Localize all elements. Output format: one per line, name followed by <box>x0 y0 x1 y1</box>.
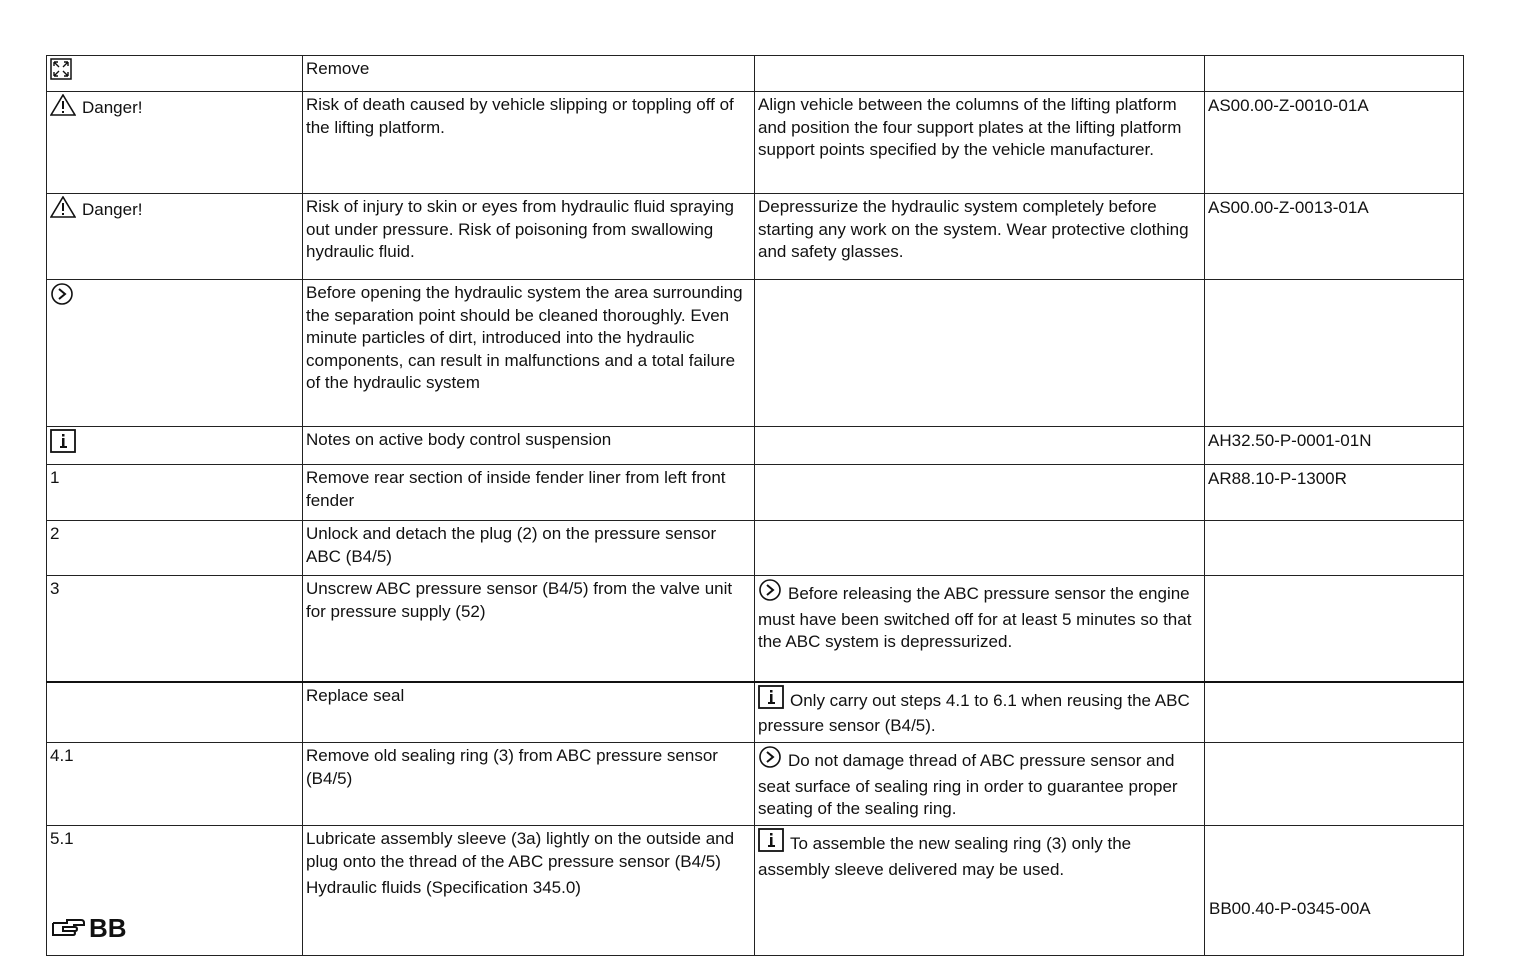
step-number: 1 <box>47 465 303 521</box>
fluid-spec-text: Hydraulic fluids (Specification 345.0) <box>306 878 581 897</box>
step-note <box>755 743 1205 826</box>
table-row <box>47 521 1464 576</box>
doc-reference-link[interactable]: BB00.40-P-0345-00A <box>1209 899 1371 918</box>
step-number: 4.1 <box>47 743 303 826</box>
step-text: Replace seal <box>303 682 755 743</box>
info-icon <box>758 685 784 716</box>
step-ref <box>1205 576 1464 682</box>
step-text-main: Lubricate assembly sleeve (3a) lightly on the outside and plug onto the thread of the ABC pressure sensor (B4/5) <box>306 829 735 871</box>
warning-icon <box>50 94 76 123</box>
table-row <box>47 280 1464 427</box>
note-text: Only carry out steps 4.1 to 6.1 when reusing the ABC pressure sensor (B4/5). <box>758 690 1190 735</box>
bb-label: BB <box>89 912 127 943</box>
table-row <box>47 194 1464 280</box>
step-text: Unscrew ABC pressure sensor (B4/5) from the valve unit for pressure supply (52) <box>303 576 755 682</box>
table-row <box>47 743 1464 826</box>
step-ref <box>1205 743 1464 826</box>
step-number: 2 <box>47 521 303 576</box>
doc-reference-link[interactable]: AS00.00-Z-0010-01A <box>1205 92 1464 194</box>
table-row <box>47 682 1464 743</box>
note-text: Do not damage thread of ABC pressure sensor and seat surface of sealing ring in order to guarantee proper seating of the sealing ring. <box>758 751 1178 818</box>
step-text: Risk of injury to skin or eyes from hydraulic fluid spraying out under pressure. Risk of poisoning from swallowing hydraulic fluid. <box>303 194 755 280</box>
step-note <box>755 427 1205 465</box>
step-text: Risk of death caused by vehicle slipping or toppling off of the lifting platform. <box>303 92 755 194</box>
step-note <box>755 826 1205 956</box>
step-note <box>755 682 1205 743</box>
caution-icon <box>758 578 782 609</box>
step-note: Align vehicle between the columns of the lifting platform and position the four support plates at the lifting platform support points specified by the vehicle manufacturer. <box>755 92 1205 194</box>
row-label-cell <box>47 280 303 427</box>
procedure-document <box>46 55 1463 956</box>
row-label-cell <box>47 194 303 280</box>
step-text: Remove <box>303 56 755 92</box>
step-note <box>755 521 1205 576</box>
step-ref <box>1205 521 1464 576</box>
step-ref <box>1205 826 1464 956</box>
note-text: Before releasing the ABC pressure sensor the engine must have been switched off for at least 5 minutes so that the ABC system is depressurized. <box>758 584 1192 651</box>
step-ref <box>1205 682 1464 743</box>
doc-reference-link[interactable]: AH32.50-P-0001-01N <box>1205 427 1464 465</box>
doc-reference-link[interactable]: AS00.00-Z-0013-01A <box>1205 194 1464 280</box>
table-row <box>47 92 1464 194</box>
table-row <box>47 465 1464 521</box>
row-label-cell <box>47 427 303 465</box>
row-label-cell <box>47 682 303 743</box>
caution-icon <box>50 282 74 313</box>
operating-fluid-marker <box>51 912 127 943</box>
danger-label: Danger! <box>82 98 143 117</box>
step-note <box>755 465 1205 521</box>
table-row <box>47 427 1464 465</box>
step-note <box>755 576 1205 682</box>
info-icon <box>758 828 784 859</box>
danger-label: Danger! <box>82 200 143 219</box>
step-note <box>755 280 1205 427</box>
row-label-cell <box>47 56 303 92</box>
step-text: Remove old sealing ring (3) from ABC pressure sensor (B4/5) <box>303 743 755 826</box>
step-text: Remove rear section of inside fender liner from left front fender <box>303 465 755 521</box>
step-number: 5.1 <box>50 829 74 848</box>
info-icon <box>50 429 76 460</box>
expand-icon <box>50 58 72 87</box>
step-number: 3 <box>47 576 303 682</box>
step-note <box>755 56 1205 92</box>
step-ref <box>1205 56 1464 92</box>
note-text: To assemble the new sealing ring (3) only the assembly sleeve delivered may be used. <box>758 834 1132 879</box>
step-note: Depressurize the hydraulic system completely before starting any work on the system. Wear protective clothing and safety glasses. <box>755 194 1205 280</box>
table-row <box>47 576 1464 682</box>
row-label-cell <box>47 92 303 194</box>
table-row <box>47 826 1464 956</box>
pointing-hand-icon <box>51 917 85 942</box>
warning-icon <box>50 196 76 225</box>
step-text: Unlock and detach the plug (2) on the pressure sensor ABC (B4/5) <box>303 521 755 576</box>
step-ref <box>1205 280 1464 427</box>
table-row <box>47 56 1464 92</box>
step-number-cell <box>47 826 303 956</box>
procedure-table <box>46 55 1464 956</box>
step-text: Before opening the hydraulic system the area surrounding the separation point should be cleaned thoroughly. Even minute particles of dirt, introduced into the hydraulic components, can result in malfunctions and a total failure of the hydraulic system <box>303 280 755 427</box>
step-text <box>303 826 755 956</box>
caution-icon <box>758 745 782 776</box>
doc-reference-link[interactable]: AR88.10-P-1300R <box>1205 465 1464 521</box>
step-text: Notes on active body control suspension <box>303 427 755 465</box>
